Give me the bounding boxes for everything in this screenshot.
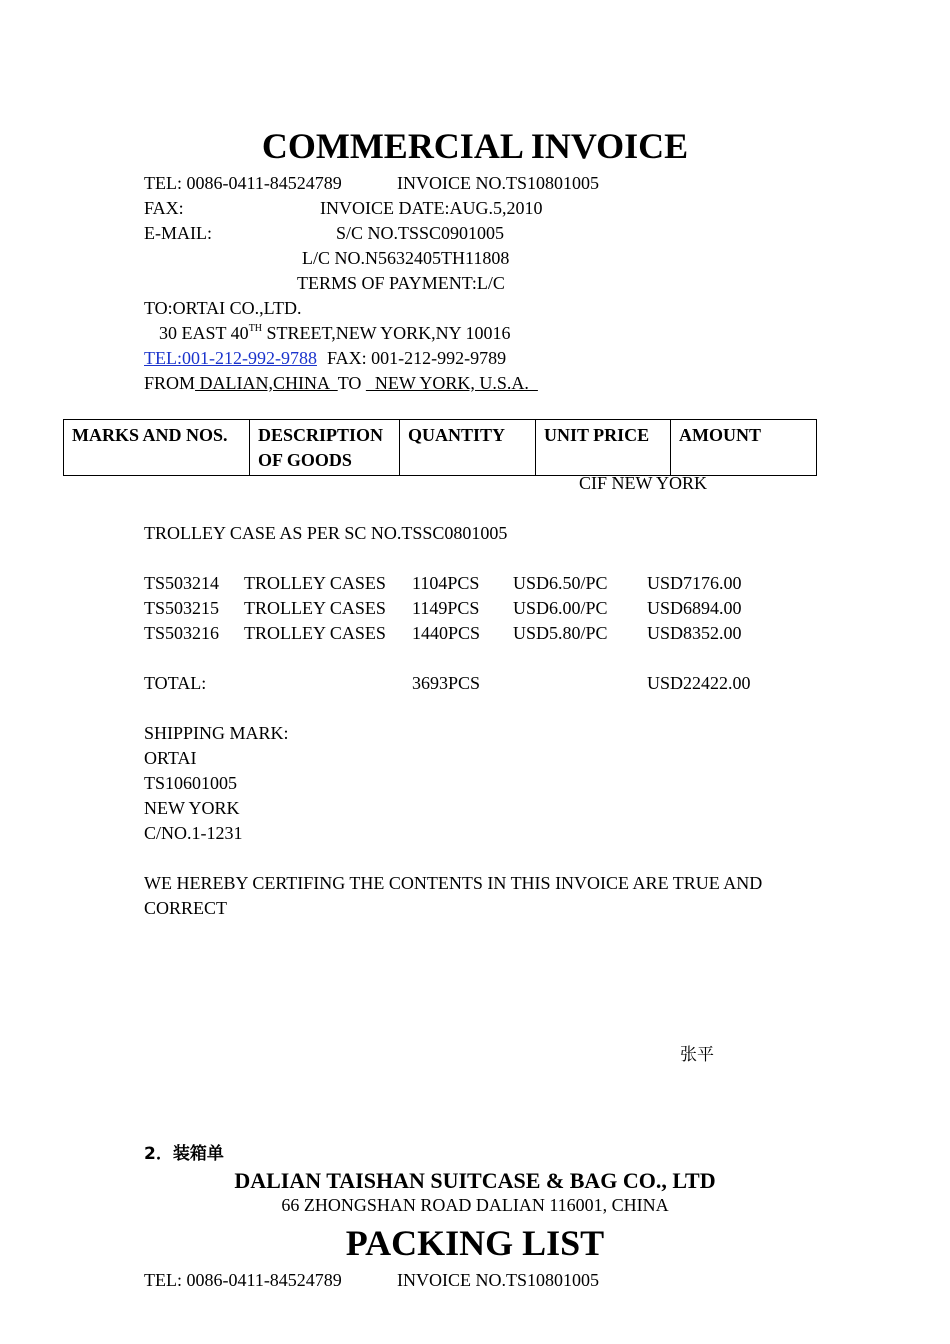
from-label: FROM: [144, 373, 196, 393]
buyer-contact: [144, 349, 506, 367]
route: [144, 374, 538, 392]
buyer-name: TO:ORTAI CO.,LTD.: [144, 298, 302, 318]
packing-list-title: PACKING LIST: [345, 1223, 605, 1263]
certification-line-2: CORRECT: [144, 898, 228, 918]
packing-invoice-number: INVOICE NO.TS10801005: [397, 1270, 599, 1290]
shipping-mark-line: C/NO.1-1231: [144, 823, 243, 843]
to-port: NEW YORK, U.S.A.: [365, 373, 538, 393]
shipping-mark-label: SHIPPING MARK:: [144, 723, 289, 743]
item-description: TROLLEY CASES: [244, 623, 386, 643]
goods-intro: TROLLEY CASE AS PER SC NO.TSSC0801005: [144, 523, 508, 543]
invoice-title: COMMERCIAL INVOICE: [261, 126, 689, 166]
shipping-mark-line: ORTAI: [144, 748, 197, 768]
goods-table-header-row: [64, 420, 817, 476]
item-quantity: 1149PCS: [412, 598, 480, 618]
certification-line-1: WE HEREBY CERTIFING THE CONTENTS IN THIS INVOICE ARE TRUE AND: [144, 873, 763, 893]
item-unit-price: USD6.00/PC: [513, 598, 608, 618]
item-amount: USD8352.00: [647, 623, 742, 643]
signature: 张平: [680, 1045, 714, 1065]
buyer-tel-link[interactable]: TEL:001-212-992-9788: [144, 348, 317, 368]
payment-terms: TERMS OF PAYMENT:L/C: [297, 273, 505, 293]
item-number: TS503216: [144, 623, 220, 643]
buyer-address-post: STREET,NEW YORK,NY 10016: [262, 323, 511, 343]
shipping-mark-line: NEW YORK: [144, 798, 240, 818]
sales-contract-number: S/C NO.TSSC0901005: [336, 223, 505, 243]
header-description: DESCRIPTION OF GOODS: [250, 420, 400, 476]
item-unit-price: USD6.50/PC: [513, 573, 608, 593]
total-amount: USD22422.00: [647, 673, 751, 693]
invoice-date: INVOICE DATE:AUG.5,2010: [320, 198, 543, 218]
item-description: TROLLEY CASES: [244, 598, 386, 618]
to-label: TO: [337, 373, 362, 393]
item-number: TS503215: [144, 598, 220, 618]
item-amount: USD6894.00: [647, 598, 742, 618]
item-amount: USD7176.00: [647, 573, 742, 593]
packing-section-heading: 2．装箱单: [144, 1144, 224, 1164]
total-label: TOTAL:: [144, 673, 207, 693]
seller-tel: TEL: 0086-0411-84524789: [144, 173, 342, 193]
seller-email: E-MAIL:: [144, 223, 212, 243]
company-address: 66 ZHONGSHAN ROAD DALIAN 116001, CHINA: [281, 1195, 669, 1215]
invoice-number: INVOICE NO.TS10801005: [397, 173, 599, 193]
lc-number: L/C NO.N5632405TH11808: [302, 248, 510, 268]
buyer-address-sup: TH: [248, 323, 263, 334]
header-quantity: QUANTITY: [400, 420, 536, 476]
header-marks: MARKS AND NOS.: [64, 420, 250, 476]
from-port: DALIAN,CHINA: [195, 373, 338, 393]
packing-tel: TEL: 0086-0411-84524789: [144, 1270, 342, 1290]
item-number: TS503214: [144, 573, 220, 593]
total-quantity: 3693PCS: [412, 673, 481, 693]
item-unit-price: USD5.80/PC: [513, 623, 608, 643]
item-quantity: 1104PCS: [412, 573, 480, 593]
shipping-mark-line: TS10601005: [144, 773, 238, 793]
item-description: TROLLEY CASES: [244, 573, 386, 593]
buyer-fax: FAX: 001-212-992-9789: [326, 348, 507, 368]
price-term: CIF NEW YORK: [579, 473, 708, 493]
header-unit-price: UNIT PRICE: [536, 420, 671, 476]
header-amount: AMOUNT: [671, 420, 817, 476]
item-quantity: 1440PCS: [412, 623, 481, 643]
company-name: DALIAN TAISHAN SUITCASE & BAG CO., LTD: [234, 1168, 716, 1193]
buyer-address: [159, 324, 511, 342]
buyer-address-pre: 30 EAST 40: [159, 323, 249, 343]
goods-table: [63, 419, 817, 476]
seller-fax: FAX:: [144, 198, 184, 218]
